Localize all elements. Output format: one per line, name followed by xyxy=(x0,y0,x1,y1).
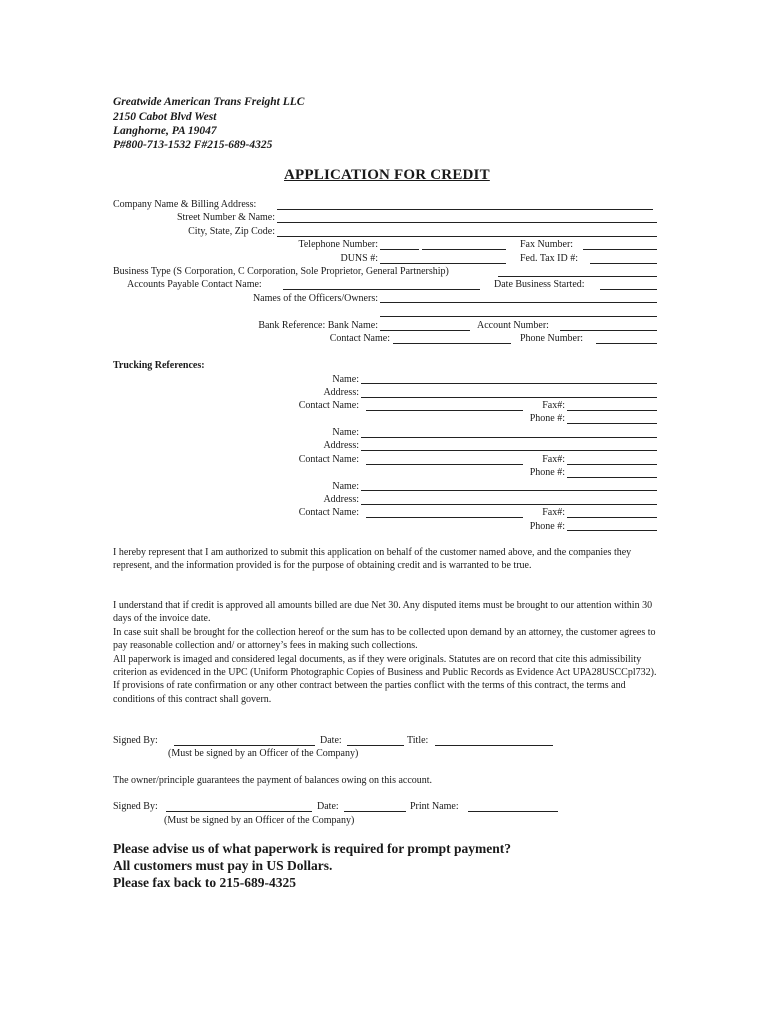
sig1-date-label: Date: xyxy=(320,735,342,746)
ref3-name-line[interactable] xyxy=(361,490,657,491)
bank-phone-label: Phone Number: xyxy=(520,333,584,344)
authorization-text: I hereby represent that I am authorized to submit this application on behalf of the customer named above, and the companies they represent, and the information provided is for the purpose of obtaining credit and is warranted to be true. xyxy=(113,547,632,572)
ref2-contact-label: Contact Name: xyxy=(298,454,359,465)
ref1-address-line[interactable] xyxy=(361,397,657,398)
ref2-name-line[interactable] xyxy=(361,437,657,438)
telephone-number-line[interactable] xyxy=(422,249,506,250)
footer-paperwork-note: Please advise us of what paperwork is required for prompt payment? xyxy=(113,841,512,856)
ref1-contact-line[interactable] xyxy=(366,410,523,411)
duns-line[interactable] xyxy=(380,263,506,264)
fed-tax-line[interactable] xyxy=(590,263,657,264)
sig1-date-line[interactable] xyxy=(347,745,404,746)
fed-tax-label: Fed. Tax ID #: xyxy=(520,253,578,264)
footer-currency-note: All customers must pay in US Dollars. xyxy=(113,858,333,873)
officers-line-1[interactable] xyxy=(380,302,657,303)
trucking-references-heading: Trucking References: xyxy=(113,360,205,371)
sig1-title-line[interactable] xyxy=(435,745,553,746)
sig1-note: (Must be signed by an Officer of the Company) xyxy=(168,748,359,759)
sig1-signature-line[interactable] xyxy=(174,745,315,746)
ref2-phone-line[interactable] xyxy=(567,477,657,478)
guarantee-text: The owner/principle guarantees the payment of balances owing on this account. xyxy=(113,775,433,786)
sig2-signature-line[interactable] xyxy=(166,811,312,812)
business-type-label: Business Type (S Corporation, C Corporation, Sole Proprietor, General Partnership) xyxy=(113,266,449,277)
ref2-fax-label: Fax#: xyxy=(542,454,565,465)
ref1-address-label: Address: xyxy=(323,387,359,398)
fax-label: Fax Number: xyxy=(520,239,574,250)
form-title: APPLICATION FOR CREDIT xyxy=(284,167,490,183)
ref3-phone-label: Phone #: xyxy=(529,521,565,532)
authorization-paragraph xyxy=(113,546,658,573)
telephone-label: Telephone Number: xyxy=(298,239,378,250)
ref3-contact-line[interactable] xyxy=(366,517,523,518)
ref1-phone-label: Phone #: xyxy=(529,413,565,424)
telephone-area-line[interactable] xyxy=(380,249,419,250)
bank-name-label: Bank Reference: Bank Name: xyxy=(258,320,378,331)
collection-text: In case suit shall be brought for the collection hereof or the sum has to be collected upon demand by an attorney, the customer agrees to pay reasonable collection and/ or attorney’s fees in making such collections. xyxy=(113,626,656,652)
terms-paragraphs xyxy=(113,599,658,706)
ref1-fax-label: Fax#: xyxy=(542,400,565,411)
ref1-name-label: Name: xyxy=(332,374,359,385)
company-billing-line[interactable] xyxy=(277,209,653,210)
sig1-signed-by-label: Signed By: xyxy=(113,735,158,746)
company-city: Langhorne, PA 19047 xyxy=(113,125,217,137)
sig2-print-name-line[interactable] xyxy=(468,811,558,812)
footer-fax-note: Please fax back to 215-689-4325 xyxy=(113,875,296,890)
bank-contact-line[interactable] xyxy=(393,343,511,344)
city-state-zip-line[interactable] xyxy=(277,236,657,237)
date-started-line[interactable] xyxy=(600,289,657,290)
ref3-name-label: Name: xyxy=(332,481,359,492)
ref3-contact-label: Contact Name: xyxy=(298,507,359,518)
ap-contact-line[interactable] xyxy=(283,289,480,290)
ref1-phone-line[interactable] xyxy=(567,423,657,424)
company-name: Greatwide American Trans Freight LLC xyxy=(113,96,305,108)
ref1-fax-line[interactable] xyxy=(567,410,657,411)
officers-line-2[interactable] xyxy=(380,316,657,317)
company-billing-label: Company Name & Billing Address: xyxy=(113,199,257,210)
ref2-fax-line[interactable] xyxy=(567,464,657,465)
street-label: Street Number & Name: xyxy=(176,212,275,223)
fax-line[interactable] xyxy=(583,249,657,250)
ref2-contact-line[interactable] xyxy=(366,464,523,465)
net30-text: I understand that if credit is approved all amounts billed are due Net 30. Any disputed items must be brought to our attention within 30 days of the invoice date. xyxy=(113,600,653,625)
ref1-name-line[interactable] xyxy=(361,383,657,384)
ref2-phone-label: Phone #: xyxy=(529,467,565,478)
ref1-contact-label: Contact Name: xyxy=(298,400,359,411)
paperwork-text: All paperwork is imaged and considered legal documents, as if they were originals. Statutes are on record that cite this admissibility criterion as evidenced in the UPC (Uniform Photographic Copies of Business and Public Records as Evidence Act UPA28USCCpl732). xyxy=(113,653,657,679)
ref3-address-label: Address: xyxy=(323,494,359,505)
ref2-address-label: Address: xyxy=(323,440,359,451)
account-number-label: Account Number: xyxy=(477,320,549,331)
bank-name-line[interactable] xyxy=(380,330,470,331)
bank-contact-label: Contact Name: xyxy=(329,333,390,344)
street-line[interactable] xyxy=(277,222,657,223)
sig2-note: (Must be signed by an Officer of the Company) xyxy=(164,815,355,826)
company-street: 2150 Cabot Blvd West xyxy=(113,111,217,123)
ref3-address-line[interactable] xyxy=(361,504,657,505)
ref3-fax-line[interactable] xyxy=(567,517,657,518)
contract-conflict-text: If provisions of rate confirmation or any other contract between the parties conflict with the terms of this contract, the terms and conditions of this contract shall govern. xyxy=(113,680,626,705)
sig2-signed-by-label: Signed By: xyxy=(113,801,158,812)
ap-contact-label: Accounts Payable Contact Name: xyxy=(127,279,262,290)
ref3-phone-line[interactable] xyxy=(567,530,657,531)
date-started-label: Date Business Started: xyxy=(494,279,585,290)
account-number-line[interactable] xyxy=(560,330,657,331)
sig1-title-label: Title: xyxy=(407,735,429,746)
officers-label: Names of the Officers/Owners: xyxy=(252,293,378,304)
duns-label: DUNS #: xyxy=(340,253,378,264)
company-phones: P#800-713-1532 F#215-689-4325 xyxy=(113,139,273,151)
sig2-print-name-label: Print Name: xyxy=(410,801,459,812)
city-state-zip-label: City, State, Zip Code: xyxy=(188,226,275,237)
ref3-fax-label: Fax#: xyxy=(542,507,565,518)
bank-phone-line[interactable] xyxy=(596,343,657,344)
ref2-name-label: Name: xyxy=(332,427,359,438)
business-type-line[interactable] xyxy=(498,276,657,277)
ref2-address-line[interactable] xyxy=(361,450,657,451)
sig2-date-label: Date: xyxy=(317,801,339,812)
sig2-date-line[interactable] xyxy=(344,811,406,812)
